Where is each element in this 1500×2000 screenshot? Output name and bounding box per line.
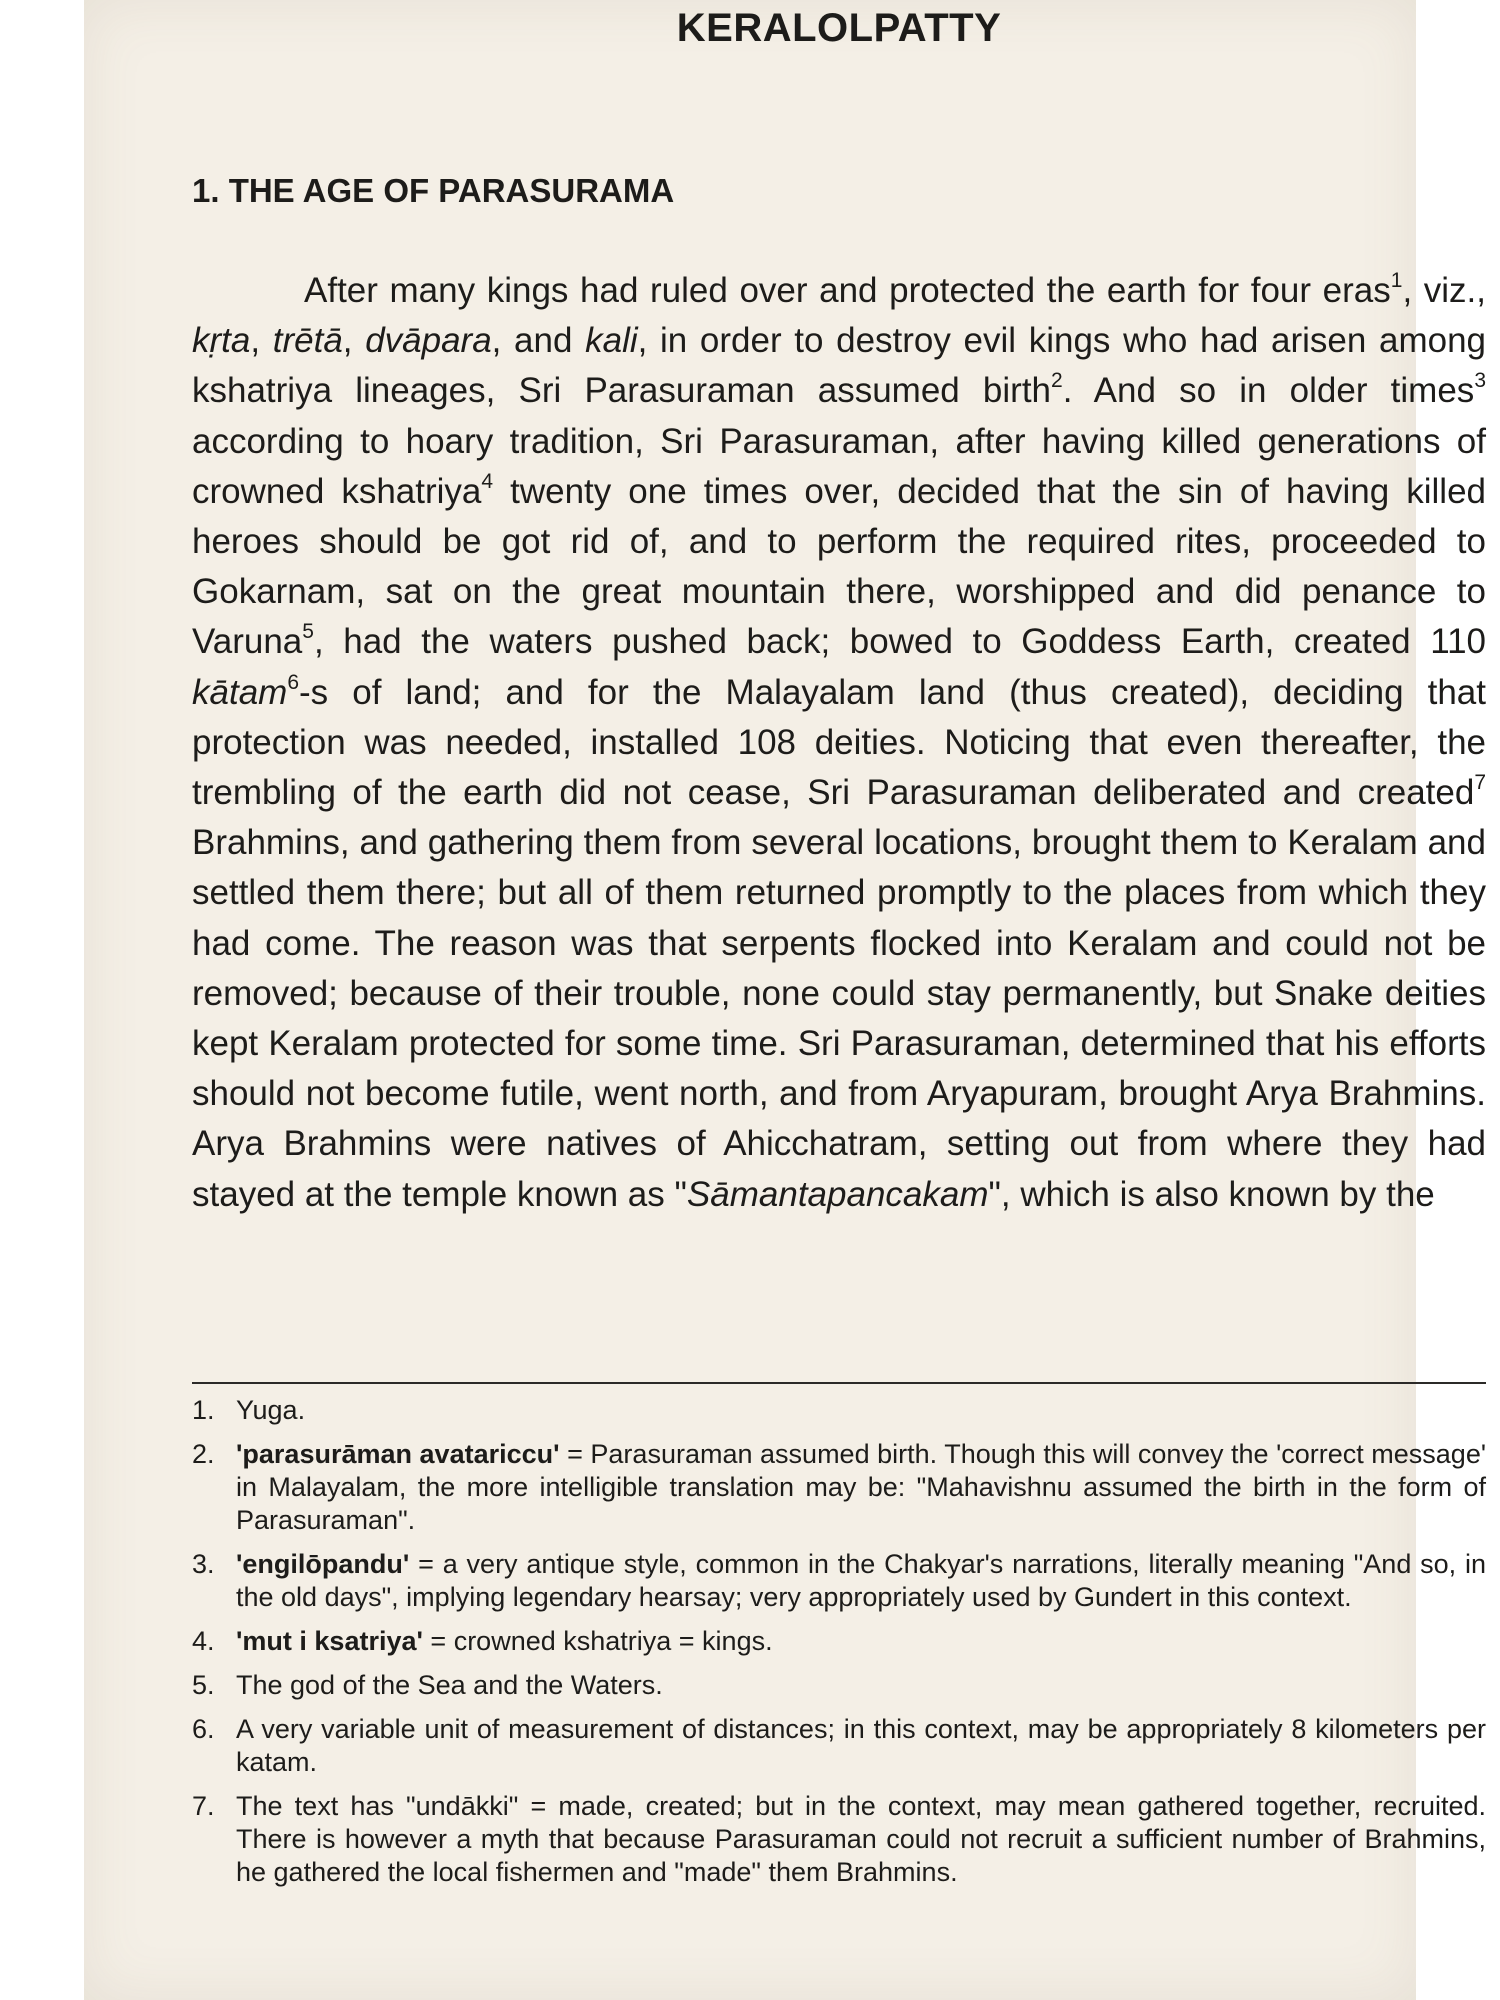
footnote-number: 5. — [192, 1670, 215, 1700]
body-text-segment: , viz., — [1402, 271, 1486, 310]
scanned-page — [84, 0, 1486, 2000]
body-text-segment: , and — [491, 321, 586, 361]
body-text-segment: -s of land; and for the Malayalam land (thus created), deciding that protection was needed, installed 108 deities. Noticing that even thereafter, the trembling of the earth did not cease, Sri Parasuraman deliberated and created — [192, 672, 1486, 813]
body-text-segment: . And so in older times — [1062, 371, 1475, 411]
footnote-ref-4: 4 — [481, 469, 494, 493]
footnote-item — [192, 1548, 1486, 1614]
body-text-segment: After many kings had ruled over and protected the earth for four eras — [304, 271, 1391, 310]
footnote-number: 6. — [192, 1714, 215, 1744]
temple-name: Sāmantapancakam — [686, 1174, 989, 1214]
footnote-ref-3: 3 — [1474, 369, 1486, 393]
footnote-text — [236, 1625, 1486, 1658]
body-text-segment: , had the waters pushed back; bowed to Goddess Earth, created 110 — [313, 622, 1486, 662]
footnote-ref-5: 5 — [302, 620, 314, 644]
footnote-body: = a very antique style, common in the Chakyar's narrations, literally meaning "And so, in the old days", implying legendary hearsay; very appropriately used by Gundert in this context. — [236, 1549, 1486, 1612]
footnote-ref-6: 6 — [287, 670, 299, 694]
term-katam: kātam — [192, 672, 288, 712]
era-name-treta: trētā — [272, 321, 343, 361]
footnote-ref-1: 1 — [1390, 269, 1403, 292]
body-text-segment: ", which is also known by the — [988, 1174, 1435, 1214]
footnote-text — [236, 1713, 1486, 1779]
body-text-segment: , — [250, 321, 273, 361]
era-name-dvapara: dvāpara — [365, 321, 492, 361]
era-name-krta: kṛta — [192, 321, 251, 361]
footnote-text — [236, 1548, 1486, 1614]
footnote-item — [192, 1438, 1486, 1537]
body-text-segment: twenty one times over, decided that the sin of having killed heroes should be got rid of, and to perform the required rites, proceeded to Gokarnam, sat on the great mountain there, worshipped and did penance to Varuna — [192, 471, 1486, 662]
footnote-item — [192, 1625, 1486, 1658]
footnote-term: 'parasurāman avatariccu' — [236, 1439, 560, 1469]
footnote-number: 2. — [192, 1439, 215, 1469]
footnote-number: 1. — [192, 1395, 215, 1425]
footnote-body: = Parasuraman assumed birth. Though this will convey the 'correct message' in Malayalam, the more intelligible translation may be: "Mahavishnu assumed the birth in the form of Parasuraman". — [236, 1439, 1486, 1535]
body-text-segment: according to hoary tradition, Sri Parasuraman, after having killed generations of crowned kshatriya — [192, 421, 1486, 511]
page-title: KERALOLPATTY — [676, 6, 1002, 50]
body-text-segment: , — [342, 321, 366, 361]
body-paragraph — [192, 266, 1486, 1220]
footnote-term: 'engilōpandu' — [236, 1549, 410, 1579]
footnote-text — [236, 1669, 1486, 1702]
footnote-number: 3. — [192, 1549, 215, 1579]
footnote-item — [192, 1713, 1486, 1779]
footnote-number: 7. — [192, 1791, 215, 1821]
era-name-kali: kali — [585, 321, 638, 361]
section-heading: 1. THE AGE OF PARASURAMA — [192, 172, 675, 209]
footnotes-list — [192, 1394, 1486, 1900]
footnote-body: Yuga. — [236, 1395, 306, 1425]
footnote-divider — [192, 1382, 1486, 1384]
footnote-body: The text has "undākki" = made, created; but in the context, may mean gathered together, recruited. There is however a myth that because Parasuraman could not recruit a sufficient number of Brahmins, he gathered the local fishermen and "made" them Brahmins. — [236, 1791, 1486, 1887]
footnote-text — [236, 1394, 1486, 1427]
footnote-text — [236, 1790, 1486, 1889]
footnote-ref-2: 2 — [1051, 369, 1063, 393]
body-text-segment: , in order to destroy evil kings who had arisen among kshatriya lineages, Sri Parasuraman assumed birth — [192, 321, 1486, 411]
footnote-item — [192, 1669, 1486, 1702]
footnote-body: A very variable unit of measurement of distances; in this context, may be appropriately 8 kilometers per katam. — [236, 1714, 1486, 1777]
footnote-body: = crowned kshatriya = kings. — [422, 1626, 773, 1656]
footnote-body: The god of the Sea and the Waters. — [236, 1670, 663, 1700]
footnote-item — [192, 1394, 1486, 1427]
body-text-segment: Brahmins, and gathering them from several locations, brought them to Keralam and settled them there; but all of them returned promptly to the places from which they had come. The reason was that serpents flocked into Keralam and could not be removed; because of their trouble, none could stay permanently, but Snake deities kept Keralam protected for some time. Sri Parasuraman, determined that his efforts should not become futile, went north, and from Aryapuram, brought Arya Brahmins. Arya Brahmins were natives of Ahicchatram, setting out from where they had stayed at the temple known as " — [192, 823, 1486, 1214]
footnote-ref-7: 7 — [1474, 771, 1486, 795]
footnote-item — [192, 1790, 1486, 1889]
footnote-term: 'mut i ksatriya' — [236, 1626, 423, 1656]
footnote-number: 4. — [192, 1626, 215, 1656]
footnote-text — [236, 1438, 1486, 1537]
